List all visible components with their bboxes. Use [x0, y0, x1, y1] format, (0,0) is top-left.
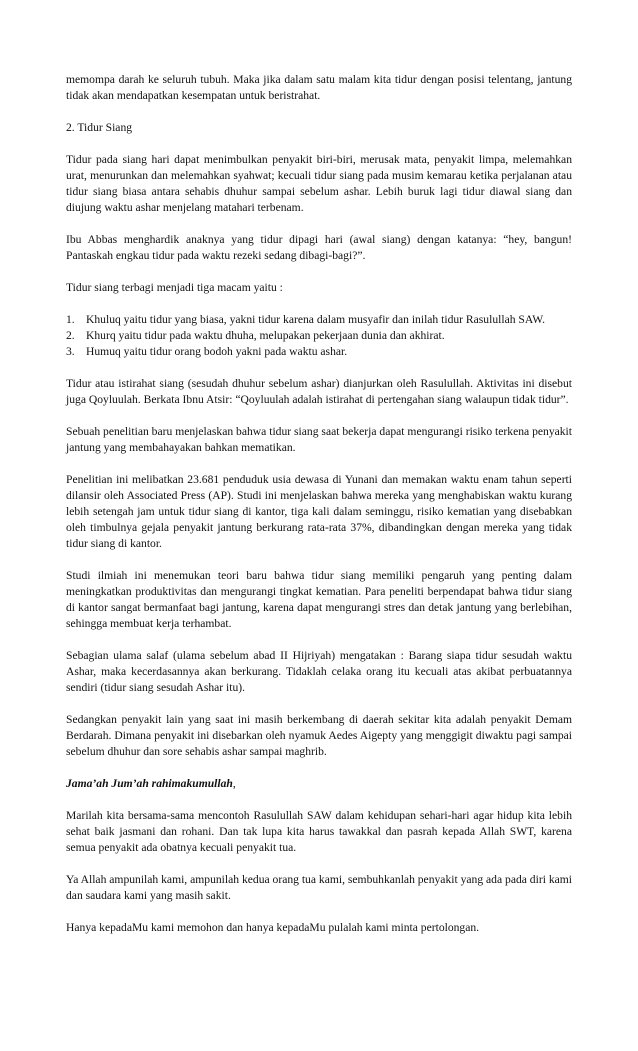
- paragraph-study-findings: Studi ilmiah ini menemukan teori baru bahwa tidur siang memiliki pengaruh yang penting dalam meningkatkan produktivitas dan mengurangi tingkat kematian. Para peneliti berpendapat bahwa tidur siang di kantor sangat bermanfaat bagi jantung, karena dapat mengurangi stres dan detak jantung yang berlebihan, sehingga membuat kerja terhambat.: [66, 569, 572, 630]
- paragraph-list-intro: Tidur siang terbagi menjadi tiga macam yaitu :: [66, 281, 283, 294]
- paragraph-tidur-siang: Tidur pada siang hari dapat menimbulkan penyakit biri-biri, merusak mata, penyakit limpa, melemahkan urat, menurunkan dan melemahkan syahwat; kecuali tidur siang pada musim kemarau ketika perjalanan atau tidur siang biasa antara sehabis dhuhur sampai sebelum ashar. Lebih buruk lagi tidur diawal siang dan diujung waktu ashar menjelang matahari terbenam.: [66, 153, 572, 214]
- list-item: [66, 312, 572, 328]
- list-text: Humuq yaitu tidur orang bodoh yakni pada waktu ashar.: [86, 345, 348, 358]
- paragraph-research-greece: Penelitian ini melibatkan 23.681 penduduk usia dewasa di Yunani dan memakan waktu enam tahun seperti dilansir oleh Associated Press (AP). Studi ini menjelaskan bahwa mereka yang menghabiskan waktu kurang lebih setengah jam untuk tidur siang di kantor, tiga kali dalam seminggu, risiko kematian yang disebabkan oleh timbulnya gejala penyakit jantung berkurang rata-rata 37%, dibandingkan dengan mereka yang tidak tidur siang di kantor.: [66, 473, 572, 550]
- section-heading-tidur-siang: 2. Tidur Siang: [66, 121, 133, 134]
- paragraph-closing: Hanya kepadaMu kami memohon dan hanya kepadaMu pulalah kami minta pertolongan.: [66, 921, 480, 934]
- address-heading: [66, 776, 572, 792]
- paragraph-ulama-salaf: Sebagian ulama salaf (ulama sebelum abad II Hijriyah) mengatakan : Barang siapa tidur sesudah waktu Ashar, maka kecerdasannya akan berkurang. Tidaklah celaka orang itu kecuali atas akibat perbuatannya sendiri (tidur siang sesudah Ashar itu).: [66, 649, 572, 694]
- list-number: 1.: [66, 313, 75, 326]
- paragraph-qoyluulah: Tidur atau istirahat siang (sesudah dhuhur sebelum ashar) dianjurkan oleh Rasulullah. Aktivitas ini disebut juga Qoyluulah. Berkata Ibnu Atsir: “Qoyluulah adalah istirahat di pertengahan siang walaupun tidak tidur”.: [66, 377, 572, 406]
- paragraph-exhortation: Marilah kita bersama-sama mencontoh Rasulullah SAW dalam kehidupan sehari-hari agar hidup kita lebih sehat baik jasmani dan rohani. Dan tak lupa kita harus tawakkal dan pasrah kepada Allah SWT, karena semua penyakit ada obatnya kecuali penyakit tua.: [66, 809, 572, 854]
- list-item: [66, 344, 572, 360]
- list-text: Khuluq yaitu tidur yang biasa, yakni tidur karena dalam musyafir dan inilah tidur Rasulullah SAW.: [86, 313, 546, 326]
- address-heading-text: Jama’ah Jum’ah rahimakumullah: [66, 777, 233, 790]
- paragraph-intro: memompa darah ke seluruh tubuh. Maka jika dalam satu malam kita tidur dengan posisi telentang, jantung tidak akan mendapatkan kesempatan untuk beristrahat.: [66, 73, 572, 102]
- paragraph-ibnu-abbas: Ibu Abbas menghardik anaknya yang tidur dipagi hari (awal siang) dengan katanya: “hey, bangun! Pantaskah engkau tidur pada waktu rezeki sedang dibagi-bagi?”.: [66, 233, 572, 262]
- paragraph-demam-berdarah: Sedangkan penyakit lain yang saat ini masih berkembang di daerah sekitar kita adalah penyakit Demam Berdarah. Dimana penyakit ini disebarkan oleh nyamuk Aedes Aigepty yang menggigit diwaktu pagi sampai sebelum dhuhur dan sore sehabis ashar sampai maghrib.: [66, 713, 572, 758]
- list-item: [66, 328, 572, 344]
- document-page: [66, 72, 572, 952]
- list-number: 3.: [66, 345, 75, 358]
- paragraph-prayer: Ya Allah ampunilah kami, ampunilah kedua orang tua kami, sembuhkanlah penyakit yang ada pada diri kami dan saudara kami yang masih sakit.: [66, 873, 572, 902]
- paragraph-research-intro: Sebuah penelitian baru menjelaskan bahwa tidur siang saat bekerja dapat mengurangi risiko terkena penyakit jantung yang membahayakan bahkan mematikan.: [66, 425, 572, 454]
- sleep-types-list: [66, 312, 572, 360]
- list-number: 2.: [66, 329, 75, 342]
- address-heading-suffix: ,: [232, 777, 236, 790]
- list-text: Khurq yaitu tidur pada waktu dhuha, melupakan pekerjaan dunia dan akhirat.: [86, 329, 445, 342]
